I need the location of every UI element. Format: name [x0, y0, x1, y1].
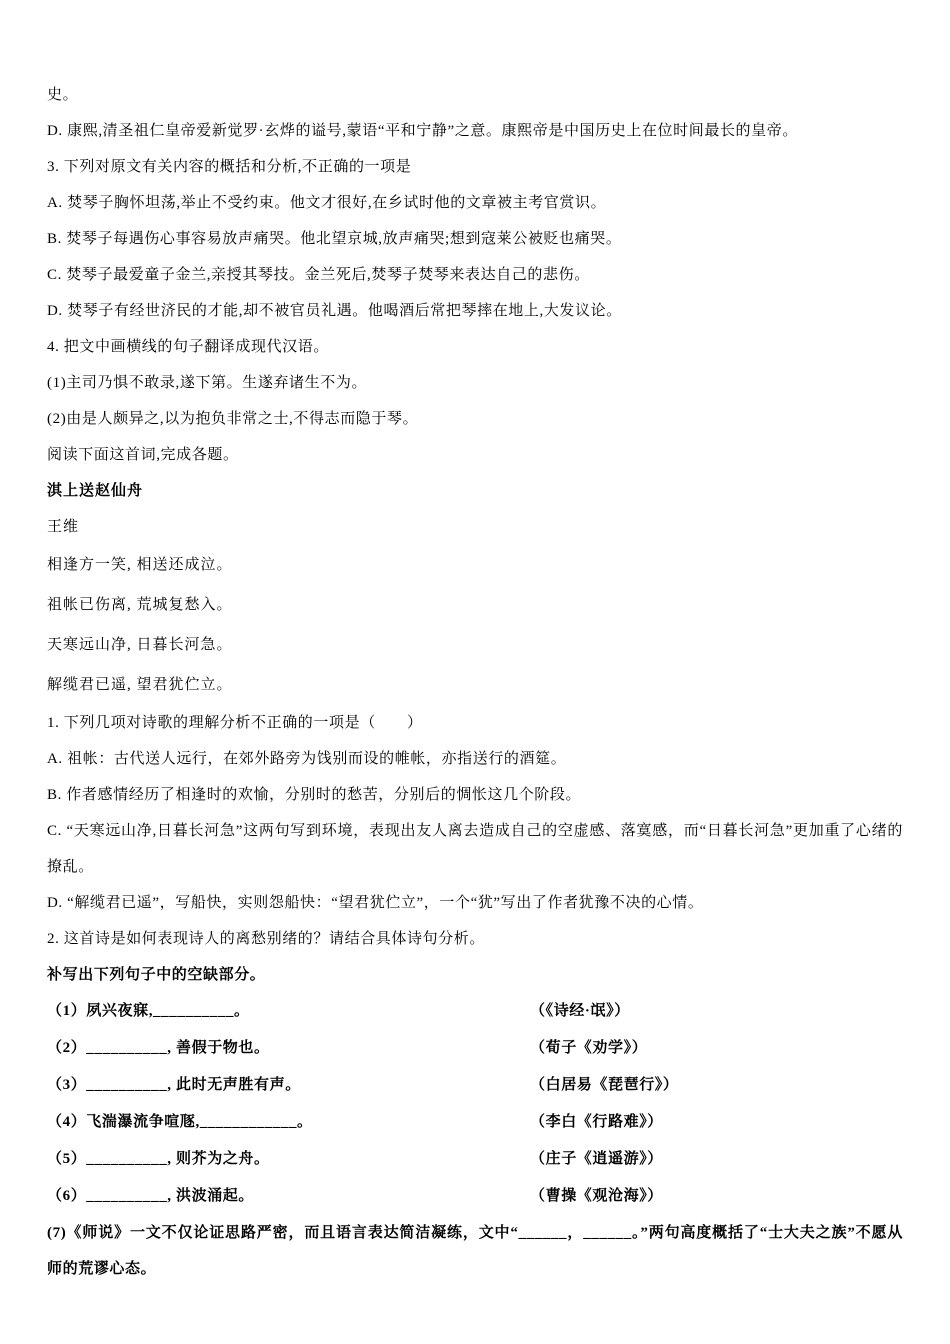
dictation-item-source: （荀子《劝学》） [530, 1040, 648, 1056]
poem-title: 淇上送赵仙舟 [47, 483, 144, 499]
poem-line: 解缆君已遥, 望君犹伫立。 [47, 677, 233, 693]
dictation-item-text: （5）__________, 则芥为之舟。 [47, 1151, 270, 1167]
question-3-option-a: A. 焚琴子胸怀坦荡,举止不受约束。他文才很好,在乡试时他的文章被主考官赏识。 [47, 195, 607, 211]
question-3-stem: 3. 下列对原文有关内容的概括和分析,不正确的一项是 [47, 159, 412, 175]
question-3-option-b: B. 焚琴子每遇伤心事容易放声痛哭。他北望京城,放声痛哭;想到寇莱公被贬也痛哭。 [47, 231, 622, 247]
poem-question-2-stem: 2. 这首诗是如何表现诗人的离愁别绪的？请结合具体诗句分析。 [47, 931, 486, 947]
poem-question-1-option-a: A. 祖帐：古代送人远行，在郊外路旁为饯别而设的帷帐，亦指送行的酒筵。 [47, 751, 567, 767]
poem-line: 天寒远山净, 日暮长河急。 [47, 637, 233, 653]
dictation-item [47, 1104, 903, 1141]
poem-question-1-stem: 1. 下列几项对诗歌的理解分析不正确的一项是（ ） [47, 715, 423, 731]
dictation-item [47, 1030, 903, 1067]
dictation-item-text: （2）__________, 善假于物也。 [47, 1040, 270, 1056]
dictation-item [47, 993, 903, 1030]
dictation-item-source: （李白《行路难》） [530, 1114, 663, 1130]
question-3-option-c: C. 焚琴子最爱童子金兰,亲授其琴技。金兰死后,焚琴子焚琴来表达自己的悲伤。 [47, 267, 590, 283]
dictation-heading: 补写出下列句子中的空缺部分。 [47, 967, 266, 983]
dictation-item-text: （6）__________, 洪波涌起。 [47, 1188, 255, 1204]
question-4-stem: 4. 把文中画横线的句子翻译成现代汉语。 [47, 339, 330, 355]
poem-line: 相逢方一笑, 相送还成泣。 [47, 557, 233, 573]
dictation-item-text: （3）__________, 此时无声胜有声。 [47, 1077, 301, 1093]
dictation-item-source: （白居易《琵琶行》） [530, 1077, 679, 1093]
dictation-item [47, 1178, 903, 1215]
dictation-item [47, 1067, 903, 1104]
poem-question-1-option-d: D. “解缆君已遥”，写船快，实则怨船快：“望君犹伫立”，一个“犹”写出了作者犹豫不决的心情。 [47, 895, 704, 911]
question-4-sentence-1: (1)主司乃惧不敢录,遂下第。生遂弃诸生不为。 [47, 375, 368, 391]
question-4-sentence-2: (2)由是人颇异之,以为抱负非常之士,不得志而隐于琴。 [47, 411, 419, 427]
poem-author: 王维 [47, 519, 80, 535]
reading-instruction: 阅读下面这首词,完成各题。 [47, 447, 239, 463]
poem-question-1-option-b: B. 作者感情经历了相逢时的欢愉，分别时的愁苦，分别后的惆怅这几个阶段。 [47, 787, 582, 803]
poem-question-1-option-c: C. “天寒远山净,日暮长河急”这两句写到环境，表现出友人离去造成自己的空虚感、落寞感，而“日暮长河急”更加重了心绪的撩乱。 [47, 823, 903, 875]
dictation-item [47, 1141, 903, 1178]
dictation-item-text: （1）夙兴夜寐,__________。 [47, 1003, 250, 1019]
paragraph-tail: 史。 [47, 87, 79, 103]
dictation-item-source: （《诗经·氓》） [530, 1003, 630, 1019]
dictation-item-text: （4）飞湍瀑流争喧豗,____________。 [47, 1114, 313, 1130]
poem-line: 祖帐已伤离, 荒城复愁入。 [47, 597, 233, 613]
dictation-item-7: (7)《师说》一文不仅论证思路严密，而且语言表达简洁凝练，文中“______，______。”两句高度概括了“士大夫之族”不愿从师的荒谬心态。 [47, 1225, 903, 1277]
dictation-item-source: （曹操《观沧海》） [530, 1188, 663, 1204]
dictation-item-source: （庄子《逍遥游》） [530, 1151, 663, 1167]
question-3-option-d: D. 焚琴子有经世济民的才能,却不被官员礼遇。他喝酒后常把琴摔在地上,大发议论。 [47, 303, 622, 319]
option-d-kangxi: D. 康熙,清圣祖仁皇帝爱新觉罗·玄烨的谥号,蒙语“平和宁静”之意。康熙帝是中国历史上在位时间最长的皇帝。 [47, 123, 798, 139]
